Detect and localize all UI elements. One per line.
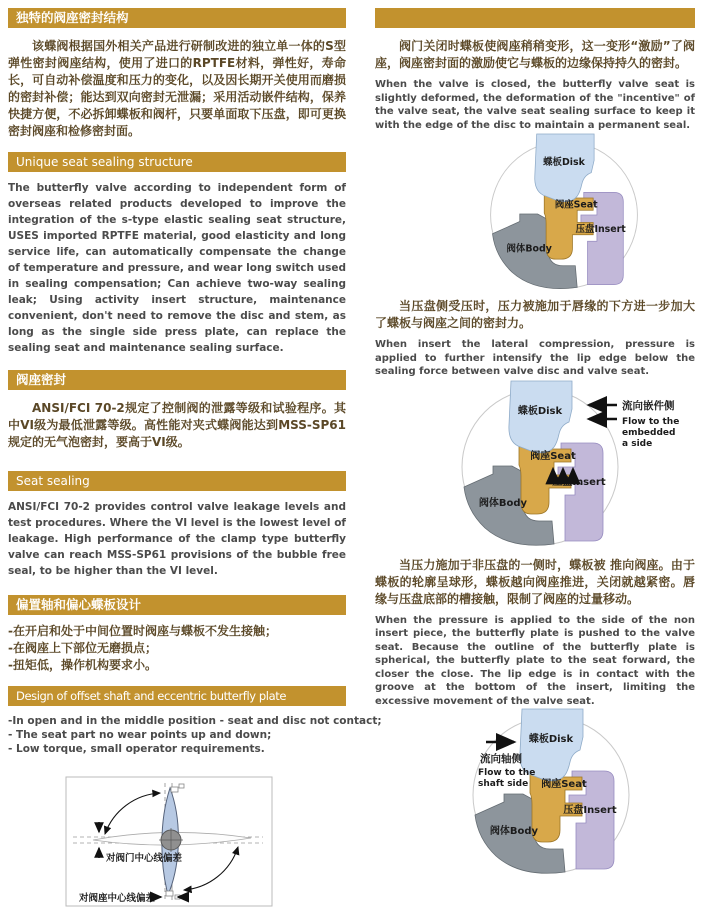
- paragraph-close-cn: 阀门关闭时蝶板使阀座稍稍变形，这一变形“激励”了阀座，阀座密封面的激励使它与蝶板的边缘保持持久的密封。: [375, 39, 695, 70]
- paragraph-unique-cn: 该蝶阀根据国外相关产品进行研制改进的独立单一体的S型弹性密封阀座结构，使用了进口的RPTFE材料，弹性好，寿命长，可自动补偿温度和压力的变化，以及因长期开关使用而磨损的密封补偿；能达到双向密封无泄漏；采用活动嵌件结构，保养快捷方便，不必拆卸蝶板和阀杆，只要单面取下压盘，即可更换密封阀座和检修密封面。: [8, 39, 346, 138]
- section-header-seatseal-cn: 阀座密封: [8, 370, 346, 390]
- section-header-offset-en: Design of offset shaft and eccentric butterfly plate: [8, 686, 346, 706]
- seat-section-diagram-3: [440, 712, 700, 880]
- top-seat-block: [179, 784, 184, 788]
- right-column: [375, 8, 695, 864]
- paragraph-close-en: When the valve is closed, the butterfly valve seat is slightly deformed, the deformation of the "incentive" of the valve seat, the valve seat sealing surface to keep it with the edge of the disc to maintain a permanent seal.: [375, 79, 695, 131]
- section-header-unique-en: Unique seat sealing structure: [8, 152, 346, 172]
- bullet-item: -扭矩低，操作机构要求小。: [8, 658, 157, 672]
- seat-section-diagram-2: [455, 383, 715, 551]
- seat-section-diagram-1: [484, 134, 644, 294]
- paragraph-seatseal-cn: ANSI/FCI 70-2规定了控制阀的泄露等级和试验程序。其中VI级为最低泄露等级。高性能对夹式蝶阀能达到MSS-SP61规定的无气泡密封，要高于VI级。: [8, 401, 346, 449]
- paragraph-insertside-cn: 当压盘侧受压时，压力被施加于唇缘的下方进一步加大了蝶板与阀座之间的密封力。: [375, 299, 695, 330]
- bullet-item: -在开启和处于中间位置时阀座与蝶板不发生接触；: [8, 624, 277, 638]
- bullet-item: -在阀座上下部位无磨损点；: [8, 641, 157, 655]
- bullet-item: - The seat part no wear points up and down;: [8, 729, 272, 741]
- flow-insert-label-cn: 流向嵌件侧: [622, 399, 675, 412]
- flow-insert-label-en1: Flow to the: [622, 416, 680, 427]
- flow-shaft-label-en1: Flow to the: [478, 768, 536, 778]
- bullet-item: -In open and in the middle position - seat and disc not contact;: [8, 715, 382, 727]
- flow-shaft-label-cn: 流向轴侧: [480, 753, 522, 765]
- bottom-seat-block: [166, 891, 173, 896]
- paragraph-seatseal-en: ANSI/FCI 70-2 provides control valve leakage levels and test procedures. Where the VI level is the lowest level of leakage. High performance of the clamp type butterfly valve can reach MSS-SP61 provisions of the bubble free seal, to be higher than the VI level.: [8, 501, 346, 577]
- bullet-list-offset-cn: [8, 623, 346, 674]
- offset-shaft-diagram: [65, 776, 273, 907]
- section-header-blank: [375, 8, 695, 28]
- bullet-list-offset-en: [8, 714, 382, 756]
- section-header-seatseal-en: Seat sealing: [8, 471, 346, 491]
- top-seat-block: [171, 787, 178, 792]
- flow-insert-label-en3: a side: [622, 438, 653, 449]
- seat-centerline-label: 对阀座中心线偏差: [79, 893, 156, 904]
- section-header-offset-cn: 偏置轴和偏心蝶板设计: [8, 595, 346, 615]
- paragraph-unique-en: The butterfly valve according to independent form of overseas related products developed to improve the integration of the s-type elastic sealing seat structure, USES imported RPTFE material, good elasticity and long service life, can automatically compensate the change of temperature and pressure, and wear long switch used in sealing compensation; Can achieve two-way sealing leak; Using activity insert structure, maintenance convenient, don't need to remove the disc and stem, as long as the single side press plate, can replace the sealing seat and maintenance sealing surface.: [8, 182, 346, 354]
- valve-centerline-label: 对阀门中心线偏差: [106, 853, 183, 864]
- paragraph-nonsinsert-cn: 当压力施加于非压盘的一侧时，蝶板被 推向阀座。由于蝶板的轮廓呈球形，蝶板越向阀座推进，关闭就越紧密。唇缘与压盘底部的槽接触，限制了阀座的过量移动。: [375, 557, 695, 606]
- flow-insert-label-en2: embedded: [622, 427, 676, 438]
- bullet-item: - Low torque, small operator requirements.: [8, 743, 265, 755]
- left-column: [8, 8, 382, 904]
- paragraph-insertside-en: When insert the lateral compression, pressure is applied to further intensify the lip edge below the sealing force between valve disc and valve seat.: [375, 339, 695, 377]
- flow-shaft-label-en2: shaft side: [478, 779, 529, 789]
- section-header-unique-cn: 独特的阀座密封结构: [8, 8, 346, 28]
- paragraph-noninsert-en: When the pressure is applied to the side of the non insert piece, the butterfly plate is pushed to the valve seat. Because the outline of the butterfly plate is spherical, the butterfly plate to the seat forward, the closer the close. The lip edge is in contact with the groove at the bottom of the insert, limiting the excessive movement of the valve seat.: [375, 614, 695, 707]
